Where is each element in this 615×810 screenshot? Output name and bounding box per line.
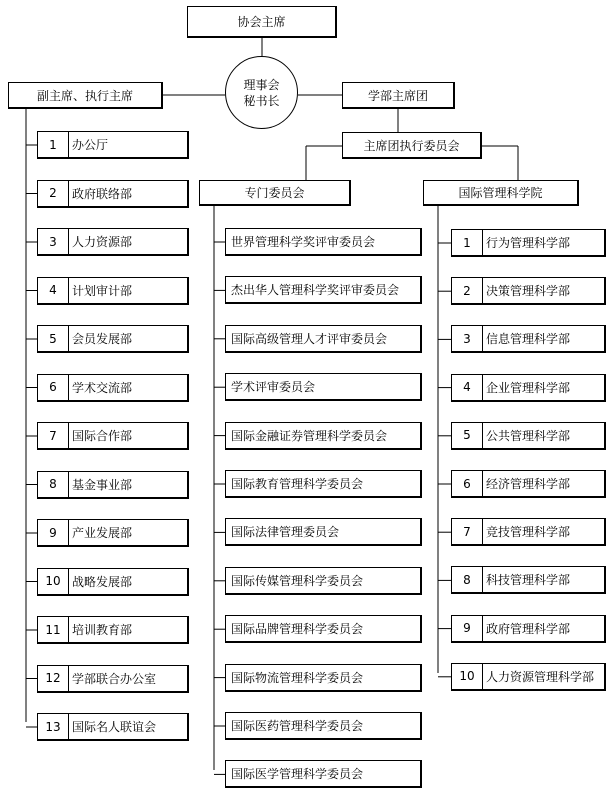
committee-item: 国际教育管理科学委员会 bbox=[225, 470, 422, 498]
department-item bbox=[37, 374, 189, 402]
committee-item: 世界管理科学奖评审委员会 bbox=[225, 228, 422, 256]
committee-item: 国际医药管理科学委员会 bbox=[225, 712, 422, 740]
department-item bbox=[37, 325, 189, 353]
committee-item: 国际物流管理科学委员会 bbox=[225, 664, 422, 692]
department-item-label: 产业发展部 bbox=[72, 526, 133, 540]
department-item-number: 9 bbox=[38, 520, 69, 545]
faculty-item-number: 6 bbox=[452, 471, 483, 496]
department-item bbox=[37, 665, 189, 693]
faculty-item bbox=[451, 325, 606, 353]
department-item-label: 人力资源部 bbox=[72, 235, 133, 249]
faculty-item-label: 行为管理科学部 bbox=[486, 236, 571, 250]
faculty-item-label: 政府管理科学部 bbox=[486, 621, 571, 636]
faculty-item bbox=[451, 374, 606, 402]
department-item-number: 4 bbox=[38, 278, 69, 303]
faculty-item-label: 企业管理科学部 bbox=[486, 380, 571, 395]
department-item-label: 战略发展部 bbox=[72, 574, 133, 589]
department-item-label: 计划审计部 bbox=[72, 283, 133, 298]
faculty-item bbox=[451, 566, 606, 594]
department-item-label: 学术交流部 bbox=[72, 380, 133, 395]
department-item bbox=[37, 422, 189, 450]
secretary-circle bbox=[225, 56, 298, 129]
department-item-label: 国际合作部 bbox=[72, 429, 133, 443]
department-item-label: 会员发展部 bbox=[72, 332, 133, 346]
faculty-item-number: 7 bbox=[452, 519, 483, 544]
department-item-number: 8 bbox=[38, 472, 69, 497]
committee-item: 国际传媒管理科学委员会 bbox=[225, 567, 422, 595]
department-item-label: 政府联络部 bbox=[72, 186, 133, 201]
faculty-item-number: 3 bbox=[452, 326, 483, 351]
department-item-label: 国际名人联谊会 bbox=[72, 720, 157, 734]
academy-box: 国际管理科学院 bbox=[423, 180, 579, 206]
secretary-line1: 理事会 bbox=[243, 77, 280, 92]
department-item bbox=[37, 228, 189, 256]
department-item-label: 办公厅 bbox=[72, 138, 109, 152]
department-item-label: 培训教育部 bbox=[72, 623, 133, 637]
department-item-number: 12 bbox=[38, 666, 69, 691]
committee-item: 学术评审委员会 bbox=[225, 373, 422, 401]
faculty-item-label: 公共管理科学部 bbox=[486, 428, 571, 443]
department-item-number: 5 bbox=[38, 326, 69, 351]
presidium-exec-box: 主席团执行委员会 bbox=[342, 132, 482, 159]
secretary-line2: 秘书长 bbox=[243, 93, 280, 108]
department-item-number: 2 bbox=[38, 181, 69, 206]
faculty-item bbox=[451, 422, 606, 450]
faculty-item bbox=[451, 615, 606, 643]
faculty-item bbox=[451, 518, 606, 546]
department-item-label: 基金事业部 bbox=[72, 477, 133, 492]
faculty-item-number: 8 bbox=[452, 567, 483, 592]
faculty-item bbox=[451, 277, 606, 305]
department-item-number: 7 bbox=[38, 423, 69, 448]
department-item bbox=[37, 519, 189, 547]
faculty-item-number: 10 bbox=[452, 664, 483, 689]
department-item bbox=[37, 713, 189, 741]
faculty-item-number: 5 bbox=[452, 423, 483, 448]
faculty-presidium-box: 学部主席团 bbox=[342, 82, 455, 109]
faculty-item-number: 9 bbox=[452, 616, 483, 641]
committee-item: 国际医学管理科学委员会 bbox=[225, 760, 422, 788]
faculty-item-label: 经济管理科学部 bbox=[486, 477, 571, 491]
faculty-item-number: 4 bbox=[452, 375, 483, 400]
faculty-item-number: 1 bbox=[452, 230, 483, 255]
department-item bbox=[37, 568, 189, 596]
faculty-item-label: 竞技管理科学部 bbox=[486, 525, 571, 540]
department-item-number: 1 bbox=[38, 132, 69, 157]
department-item bbox=[37, 616, 189, 644]
department-item-label: 学部联合办公室 bbox=[72, 671, 157, 686]
faculty-item-label: 决策管理科学部 bbox=[486, 284, 571, 299]
department-item bbox=[37, 277, 189, 305]
committee-item: 国际品牌管理科学委员会 bbox=[225, 615, 422, 643]
faculty-item bbox=[451, 663, 606, 691]
committee-item: 国际法律管理委员会 bbox=[225, 518, 422, 546]
faculty-item-label: 人力资源管理科学部 bbox=[486, 669, 595, 684]
department-item bbox=[37, 180, 189, 208]
faculty-item bbox=[451, 229, 606, 257]
department-item-number: 13 bbox=[38, 714, 69, 739]
president-box: 协会主席 bbox=[187, 6, 337, 38]
department-item bbox=[37, 131, 189, 159]
department-item-number: 3 bbox=[38, 229, 69, 254]
department-item-number: 10 bbox=[38, 569, 69, 594]
vice-president-box: 副主席、执行主席 bbox=[8, 82, 163, 109]
department-item-number: 6 bbox=[38, 375, 69, 400]
department-item-number: 11 bbox=[38, 617, 69, 642]
faculty-item bbox=[451, 470, 606, 498]
faculty-item-number: 2 bbox=[452, 278, 483, 303]
special-committee-box: 专门委员会 bbox=[199, 180, 351, 206]
faculty-item-label: 科技管理科学部 bbox=[486, 573, 571, 588]
committee-item: 国际金融证券管理科学委员会 bbox=[225, 422, 422, 450]
department-item bbox=[37, 471, 189, 499]
faculty-item-label: 信息管理科学部 bbox=[486, 332, 571, 347]
committee-item: 杰出华人管理科学奖评审委员会 bbox=[225, 276, 422, 304]
committee-item: 国际高级管理人才评审委员会 bbox=[225, 325, 422, 353]
